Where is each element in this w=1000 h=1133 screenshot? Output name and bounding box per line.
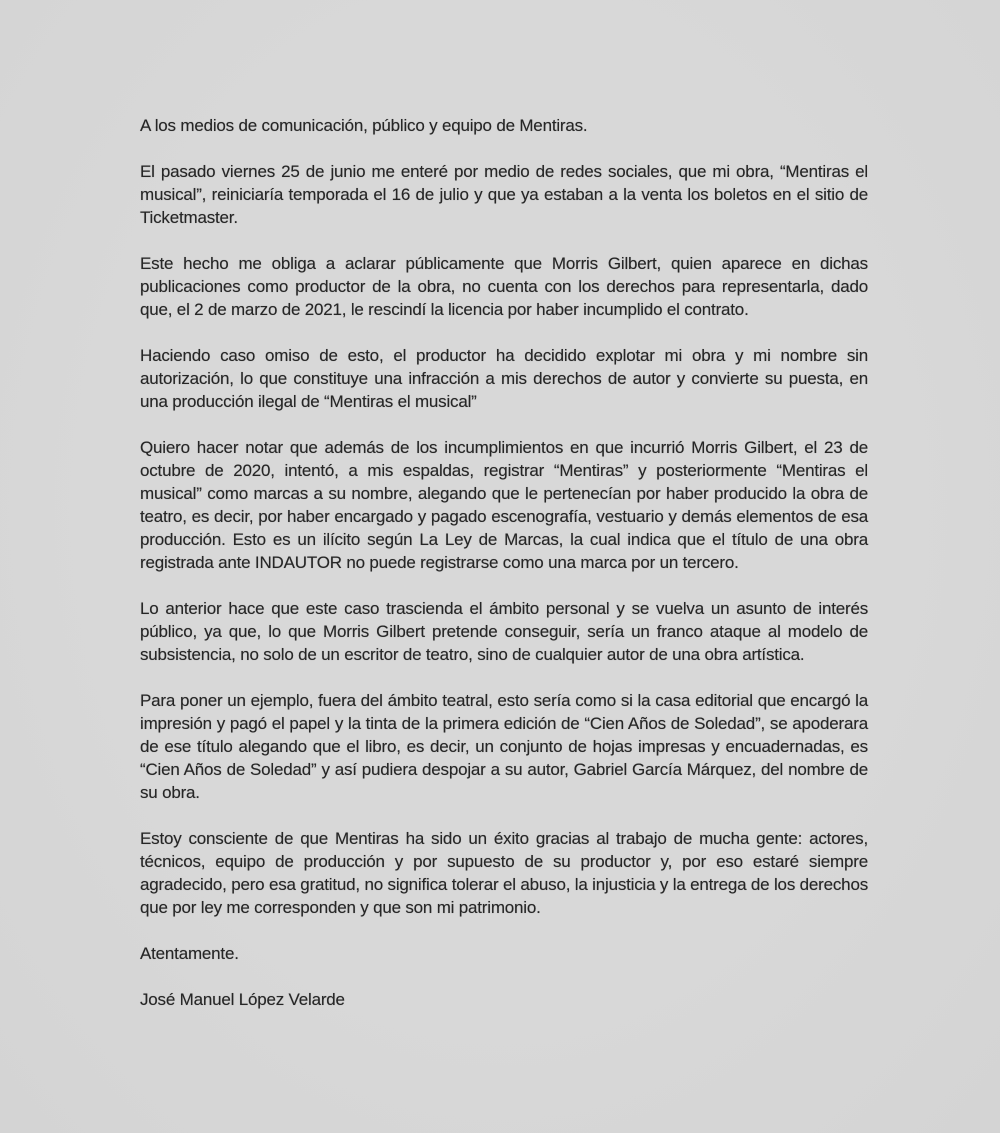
letter-closing: Atentamente. bbox=[140, 944, 239, 963]
letter-paragraph-5: Lo anterior hace que este caso trascienda el ámbito personal y se vuelva un asunto de interés público, ya que, lo que Morris Gilbert pretende conseguir, sería un franco ataque al modelo de subsistencia, no solo de un escritor de teatro, sino de cualquier autor de una obra artística. bbox=[140, 599, 868, 664]
letter-paragraph-1: El pasado viernes 25 de junio me enteré por medio de redes sociales, que mi obra, “Mentiras el musical”, reiniciaría temporada el 16 de julio y que ya estaban a la venta los boletos en el sitio de Ticketmaster. bbox=[140, 162, 868, 227]
letter-paragraph-7: Estoy consciente de que Mentiras ha sido un éxito gracias al trabajo de mucha gente: actores, técnicos, equipo de producción y por supuesto de su productor y, por eso estaré siempre agradecido, pero esa gratitud, no significa tolerar el abuso, la injusticia y la entrega de los derechos que por ley me corresponden y que son mi patrimonio. bbox=[140, 829, 868, 917]
letter-paragraph-3: Haciendo caso omiso de esto, el productor ha decidido explotar mi obra y mi nombre sin autorización, lo que constituye una infracción a mis derechos de autor y convierte su puesta, en una producción ilegal de “Mentiras el musical” bbox=[140, 346, 868, 411]
letter-paragraph-2: Este hecho me obliga a aclarar públicamente que Morris Gilbert, quien aparece en dichas publicaciones como productor de la obra, no cuenta con los derechos para representarla, dado que, el 2 de marzo de 2021, le rescindí la licencia por haber incumplido el contrato. bbox=[140, 254, 868, 319]
letter-paragraph-4: Quiero hacer notar que además de los incumplimientos en que incurrió Morris Gilbert, el 23 de octubre de 2020, intentó, a mis espaldas, registrar “Mentiras” y posteriormente “Mentiras el musical” como marcas a su nombre, alegando que le pertenecían por haber producido la obra de teatro, es decir, por haber encargado y pagado escenografía, vestuario y demás elementos de esa producción. Esto es un ilícito según La Ley de Marcas, la cual indica que el título de una obra registrada ante INDAUTOR no puede registrarse como una marca por un tercero. bbox=[140, 438, 868, 572]
letter-salutation: A los medios de comunicación, público y equipo de Mentiras. bbox=[140, 116, 588, 135]
letter-signature: José Manuel López Velarde bbox=[140, 990, 345, 1009]
letter-paragraph-6: Para poner un ejemplo, fuera del ámbito teatral, esto sería como si la casa editorial que encargó la impresión y pagó el papel y la tinta de la primera edición de “Cien Años de Soledad”, se apoderara de ese título alegando que el libro, es decir, un conjunto de hojas impresas y encuadernadas, es “Cien Años de Soledad” y así pudiera despojar a su autor, Gabriel García Márquez, del nombre de su obra. bbox=[140, 691, 868, 802]
open-letter-document bbox=[140, 114, 868, 1034]
